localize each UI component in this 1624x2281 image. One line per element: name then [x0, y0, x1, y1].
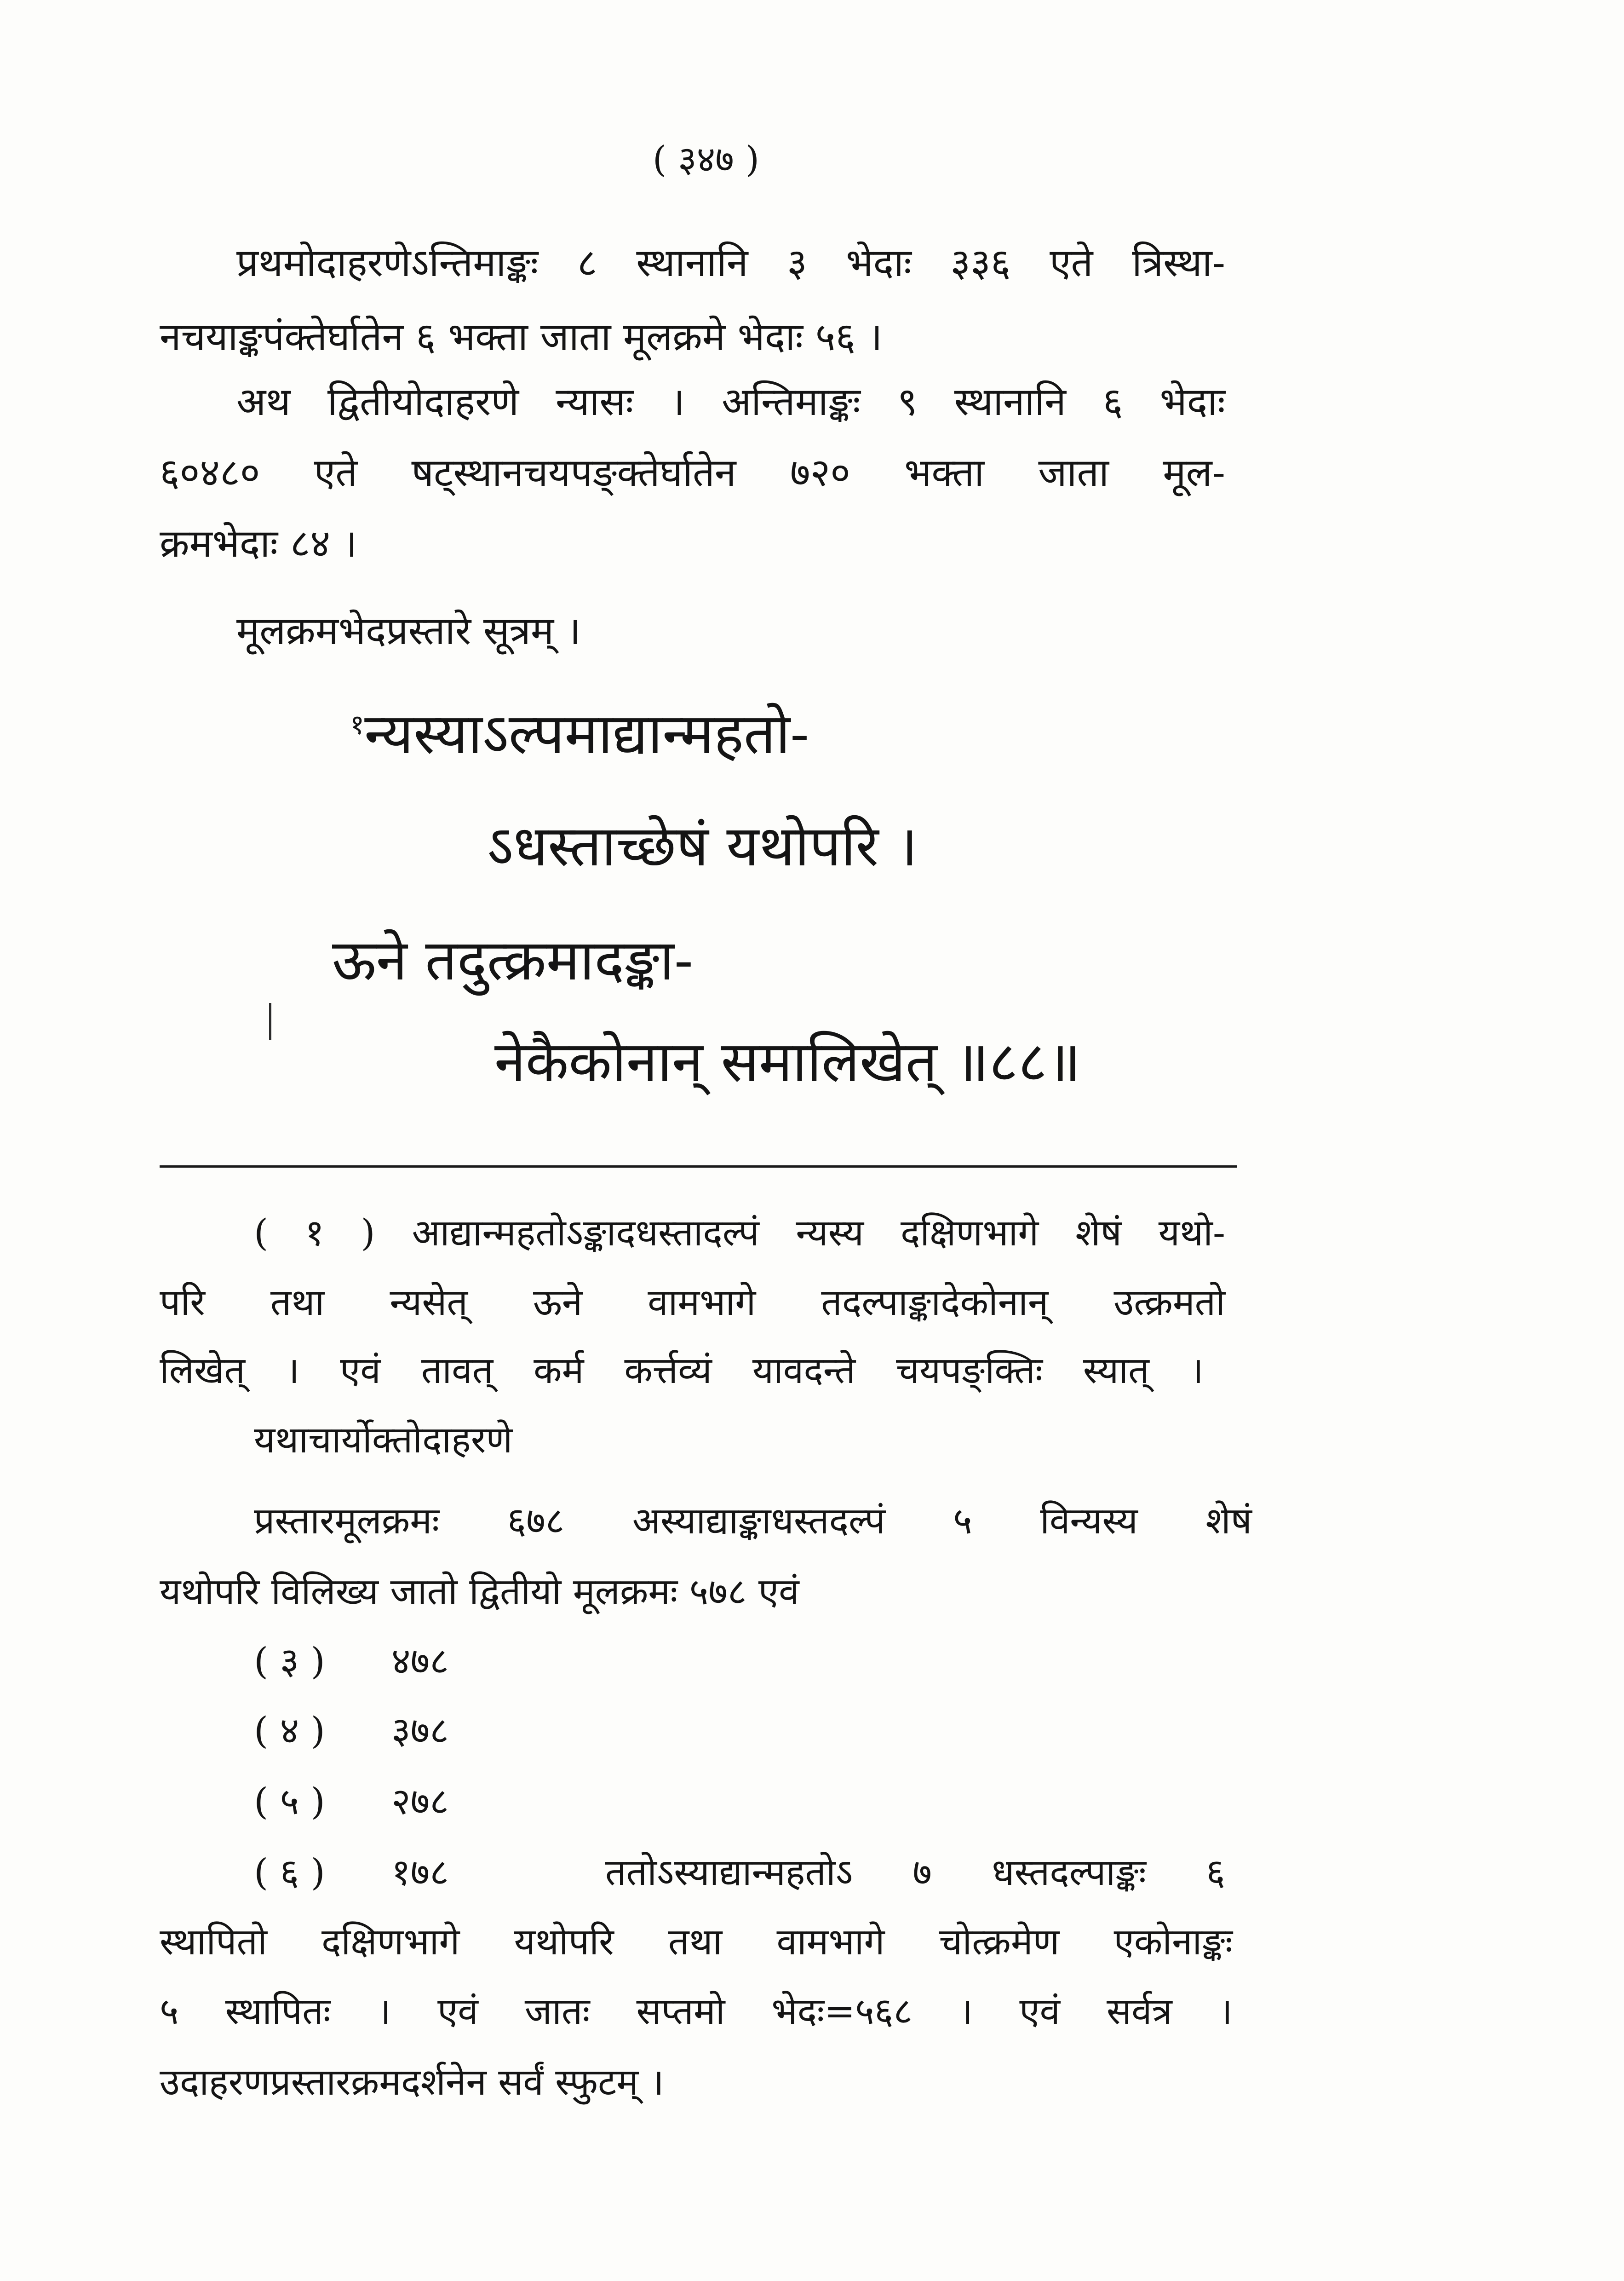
footnote-line3: लिखेत् । एवं तावत् कर्म कर्त्तव्यं यावदन्ते चयपङ्क्तिः स्यात् ।: [160, 1349, 1204, 1392]
item-label: ( ३ ): [254, 1640, 325, 1682]
stray-scan-mark: [269, 1003, 271, 1040]
item-value: ४७८: [391, 1640, 449, 1682]
item-label: ( ४ ): [254, 1709, 325, 1752]
para1-line1: प्रथमोदाहरणेऽन्तिमाङ्कः ८ स्थानानि ३ भेदाः ३३६ एते त्रिस्था-: [236, 240, 1225, 285]
para2-line2: ६०४८० एते षट्स्थानचयपङ्क्तेर्घातेन ७२० भक्ता जाता मूल-: [160, 450, 1225, 495]
item-value: ३७८: [391, 1709, 449, 1752]
para1-line2: नचयाङ्कपंक्तेर्घातेन ६ भक्ता जाता मूलक्रमे भेदाः ५६ ।: [160, 314, 883, 359]
footnote-line5: प्रस्तारमूलक्रमः ६७८ अस्याद्याङ्काधस्तदल्पं ५ विन्यस्य शेषं: [254, 1499, 1252, 1542]
footnote-separator: [160, 1165, 1237, 1168]
footnote-line6: यथोपरि विलिख्य जातो द्वितीयो मूलक्रमः ५७८ एवं: [160, 1570, 799, 1613]
item-label: ( ६ ): [254, 1851, 325, 1894]
footnote-line12: ५ स्थापितः । एवं जातः सप्तमो भेदः=५६८ । एवं सर्वत्र ।: [160, 1990, 1233, 2033]
footnote-line2: परि तथा न्यसेत् ऊने वामभागे तदल्पाङ्कादेकोनान् उत्क्रमतो: [160, 1281, 1225, 1324]
verse-line4: नेकैकोनान् समालिखेत् ॥८८॥: [494, 1029, 1081, 1094]
sutra-heading: मूलक्रमभेदप्रस्तारे सूत्रम् ।: [236, 608, 581, 653]
page-number: ( ३४७ ): [652, 139, 760, 180]
footnote-line4: यथाचार्योक्तोदाहरणे: [254, 1418, 513, 1461]
verse-line1: [350, 692, 809, 775]
footnote-line1: ( १ ) आद्यान्महतोऽङ्कादधस्तादल्पं न्यस्य दक्षिणभागे शेषं यथो-: [254, 1211, 1225, 1254]
item-value: १७८: [391, 1851, 449, 1894]
footnote-line13: उदाहरणप्रस्तारक्रमदर्शनेन सर्वं स्फुटम् ।: [160, 2061, 664, 2103]
footnote-line11: स्थापितो दक्षिणभागे यथोपरि तथा वामभागे चोत्क्रमेण एकोनाङ्कः: [160, 1920, 1233, 1963]
para2-line3: क्रमभेदाः ८४ ।: [160, 521, 357, 566]
item-label: ( ५ ): [254, 1780, 325, 1823]
verse-line3: ऊने तदुत्क्रमादङ्का-: [332, 927, 694, 993]
item-value: २७८: [391, 1780, 449, 1823]
verse-line2: ऽधस्ताच्छेषं यथोपरि ।: [487, 813, 918, 879]
footnote-marker: १: [350, 708, 365, 741]
para2-line1: अथ द्वितीयोदाहरणे न्यासः । अन्तिमाङ्कः ९ स्थानानि ६ भेदाः: [236, 379, 1225, 424]
item6-explanation: ततोऽस्याद्यान्महतोऽ ७ धस्तदल्पाङ्कः ६: [605, 1851, 1225, 1894]
verse-line1-text: न्यस्याऽल्पमाद्यान्महतो-: [364, 701, 809, 766]
